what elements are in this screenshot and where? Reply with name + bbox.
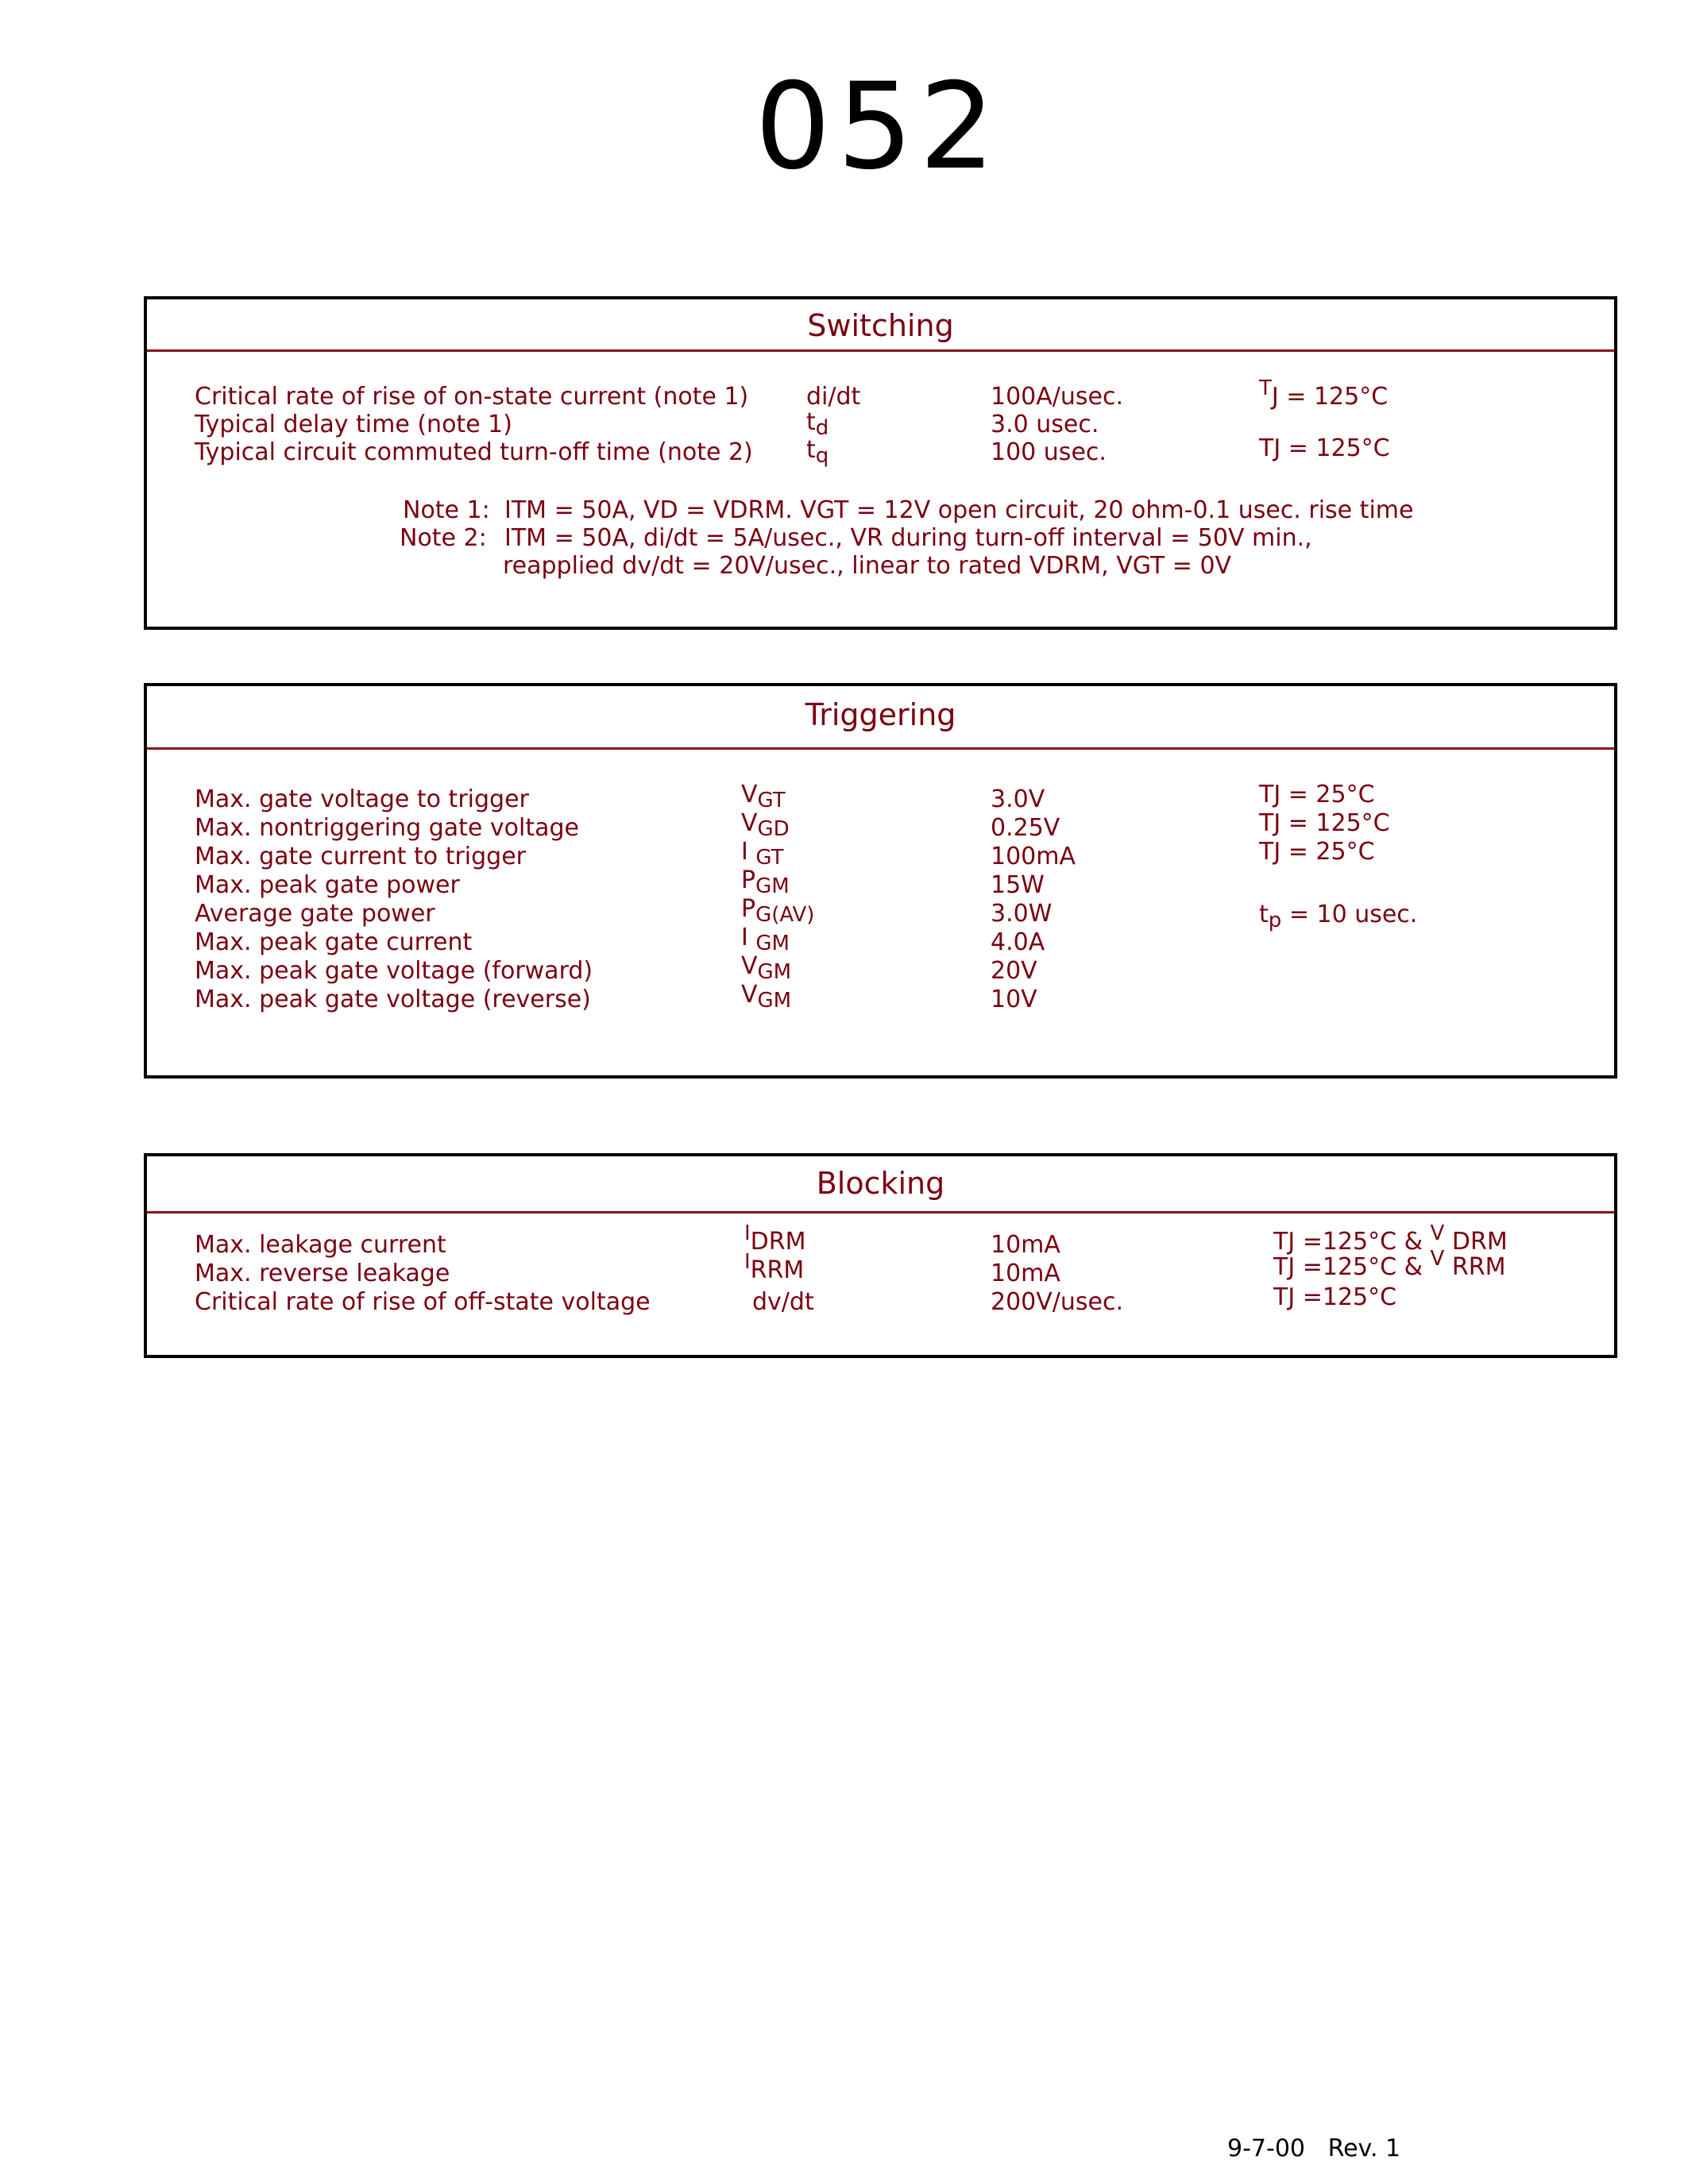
triggering-row-value: 100mA bbox=[991, 843, 1076, 870]
blocking-row-symbol: IDRM bbox=[744, 1221, 806, 1256]
triggering-row-condition: tp = 10 usec. bbox=[1259, 901, 1418, 932]
triggering-row-symbol: VGM bbox=[741, 952, 792, 984]
triggering-row-symbol: I GT bbox=[741, 838, 784, 870]
switching-row-condition: TJ = 125°C bbox=[1259, 434, 1390, 462]
blocking-row-condition: TJ =125°C & V RRM bbox=[1273, 1247, 1506, 1281]
triggering-row-value: 3.0W bbox=[991, 900, 1053, 928]
blocking-row-value: 10mA bbox=[991, 1260, 1060, 1287]
note-1-label: Note 1: bbox=[403, 496, 490, 524]
triggering-row-symbol: VGT bbox=[741, 781, 786, 812]
triggering-row-symbol: PGM bbox=[741, 866, 790, 898]
blocking-row-symbol: IRRM bbox=[744, 1250, 805, 1284]
triggering-row-symbol: PG(AV) bbox=[741, 895, 815, 927]
blocking-row-condition: TJ =125°C & V DRM bbox=[1273, 1221, 1508, 1256]
triggering-row-label: Max. gate voltage to trigger bbox=[195, 785, 529, 813]
switching-row-symbol: di/dt bbox=[806, 383, 861, 411]
switching-row-label: Critical rate of rise of on-state current (note 1) bbox=[195, 383, 749, 411]
triggering-row-condition: TJ = 125°C bbox=[1259, 809, 1390, 837]
switching-section bbox=[144, 296, 1617, 630]
triggering-heading: Triggering bbox=[147, 686, 1614, 750]
switching-row-label: Typical circuit commuted turn-off time (note 2) bbox=[195, 438, 753, 466]
triggering-row-value: 20V bbox=[991, 957, 1037, 985]
switching-row-symbol: tq bbox=[806, 436, 829, 468]
note-1-text: ITM = 50A, VD = VDRM. VGT = 12V open circuit, 20 ohm-0.1 usec. rise time bbox=[504, 496, 1414, 524]
triggering-row-symbol: VGM bbox=[741, 981, 792, 1013]
triggering-row-label: Average gate power bbox=[195, 900, 435, 928]
blocking-row-value: 10mA bbox=[991, 1231, 1060, 1259]
switching-row-label: Typical delay time (note 1) bbox=[195, 411, 512, 438]
triggering-row-label: Max. peak gate voltage (reverse) bbox=[195, 986, 591, 1013]
triggering-row-label: Max. peak gate voltage (forward) bbox=[195, 957, 593, 985]
triggering-row-symbol: VGD bbox=[741, 809, 790, 841]
blocking-row-value: 200V/usec. bbox=[991, 1288, 1124, 1316]
switching-row-value: 100A/usec. bbox=[991, 383, 1124, 411]
triggering-row-condition: TJ = 25°C bbox=[1259, 838, 1375, 866]
triggering-row-label: Max. gate current to trigger bbox=[195, 843, 526, 870]
triggering-row-label: Max. nontriggering gate voltage bbox=[195, 814, 579, 842]
triggering-row-value: 0.25V bbox=[991, 814, 1060, 842]
triggering-row-value: 10V bbox=[991, 986, 1037, 1013]
blocking-section bbox=[144, 1153, 1617, 1358]
note-2-label: Note 2: bbox=[400, 524, 487, 552]
revision-footer: 9-7-00 Rev. 1 bbox=[1227, 2135, 1401, 2163]
triggering-row-label: Max. peak gate current bbox=[195, 928, 473, 956]
blocking-row-label: Max. reverse leakage bbox=[195, 1260, 450, 1287]
note-2-text: ITM = 50A, di/dt = 5A/usec., VR during turn-off interval = 50V min., bbox=[504, 524, 1312, 552]
blocking-heading: Blocking bbox=[147, 1156, 1614, 1214]
triggering-row-value: 15W bbox=[991, 871, 1045, 899]
switching-row-value: 100 usec. bbox=[991, 438, 1107, 466]
triggering-section bbox=[144, 683, 1617, 1078]
switching-row-condition: TJ = 125°C bbox=[1259, 376, 1389, 411]
blocking-row-label: Max. leakage current bbox=[195, 1231, 446, 1259]
triggering-row-value: 3.0V bbox=[991, 785, 1045, 813]
triggering-row-label: Max. peak gate power bbox=[195, 871, 460, 899]
document-title: 052 bbox=[755, 58, 1002, 196]
switching-heading: Switching bbox=[147, 299, 1614, 352]
triggering-row-value: 4.0A bbox=[991, 928, 1045, 956]
switching-row-symbol: td bbox=[806, 408, 829, 440]
blocking-row-condition: TJ =125°C bbox=[1273, 1283, 1397, 1311]
blocking-row-label: Critical rate of rise of off-state voltage bbox=[195, 1288, 651, 1316]
note-2-text-continued: reapplied dv/dt = 20V/usec., linear to rated VDRM, VGT = 0V bbox=[503, 552, 1232, 580]
triggering-row-condition: TJ = 25°C bbox=[1259, 781, 1375, 808]
triggering-row-symbol: I GM bbox=[741, 924, 790, 955]
switching-row-value: 3.0 usec. bbox=[991, 411, 1099, 438]
blocking-row-symbol: dv/dt bbox=[752, 1288, 814, 1316]
